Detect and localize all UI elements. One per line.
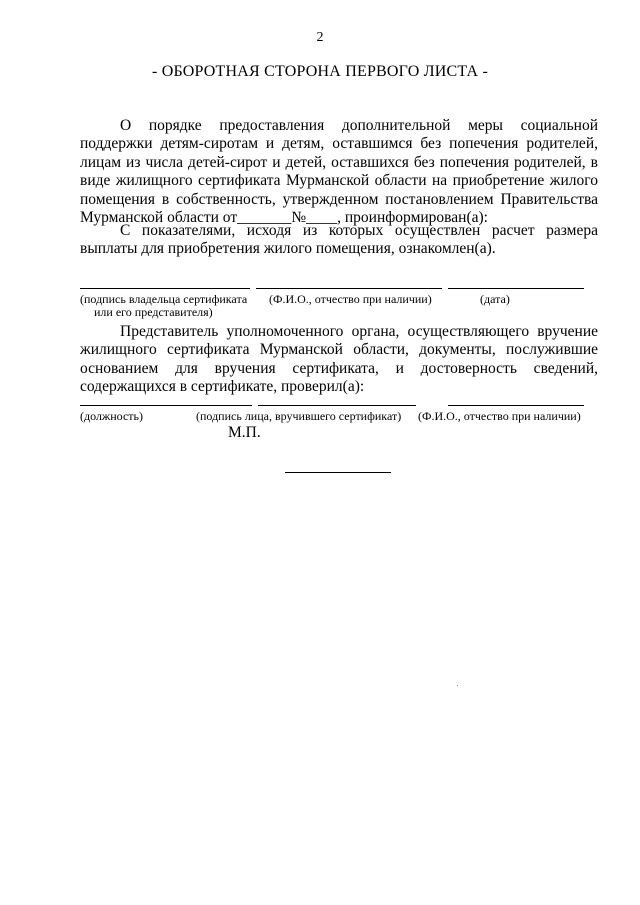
date-label: (дата) [480, 292, 510, 306]
issuer-signature-line [258, 405, 416, 406]
owner-signature-label: (подпись владельца сертификата [80, 292, 248, 306]
issuer-signature-label: (подпись лица, вручившего сертификат) [196, 409, 402, 423]
verification-paragraph: Представитель уполномоченного органа, осуществляющего вручение жилищного сертификата Мурманской области, документы, послужившие основанием для вручения сертификата, и достоверность сведений, содержащихся в сертификате, проверил(а): [80, 323, 598, 396]
owner-fio-line [256, 288, 442, 289]
owner-signature-line [80, 288, 250, 289]
scan-speck [457, 685, 458, 686]
date-line [448, 288, 584, 289]
page-number: 2 [316, 30, 324, 45]
issuer-fio-label: (Ф.И.О., отчество при наличии) [418, 409, 581, 423]
stamp-place: М.П. [228, 424, 261, 441]
end-divider [285, 472, 391, 473]
position-line [80, 405, 252, 406]
issuer-fio-line [448, 405, 584, 406]
position-label: (должность) [80, 409, 143, 423]
owner-representative-label: или его представителя) [94, 305, 213, 319]
acquainted-paragraph: С показателями, исходя из которых осуществлен расчет размера выплаты для приобретения жилого помещения, ознакомлен(а). [80, 222, 598, 258]
section-title: - ОБОРОТНАЯ СТОРОНА ПЕРВОГО ЛИСТА - [151, 63, 489, 80]
owner-fio-label: (Ф.И.О., отчество при наличии) [269, 292, 432, 306]
info-paragraph: О порядке предоставления дополнительной меры социальной поддержки детям-сиротам и детям, оставшимся без попечения родителей, лицам из числа детей-сирот и детей, оставшихся без попечения родителей, в виде жилищного сертификата Мурманской области на приобретение жилого помещения в собственность, утвержденном постановлением Правительства Мурманской области от_______№____, проинформирован(а): [80, 117, 598, 227]
